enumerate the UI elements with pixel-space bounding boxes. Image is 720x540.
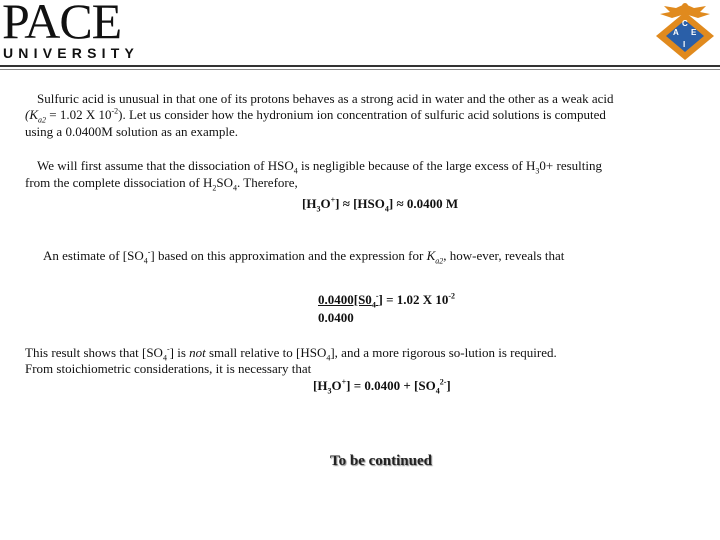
header-rule-thin xyxy=(0,69,720,70)
seal-letter-a: A xyxy=(673,28,679,37)
equation-mass-balance: $[H_3O^+] = 0.0400 + [SO_4^{2-}]$ xyxy=(313,377,451,396)
seal-letter-i: I xyxy=(683,40,686,49)
header-rule xyxy=(0,65,720,67)
para4-line2: From stoichiometric considerations, it is necessary that xyxy=(25,361,312,376)
para2-line2: from the complete dissociation of $H_2SO_4$. Therefore, xyxy=(25,175,298,193)
equation-hydronium-approx: $[H_3O^+] \approx [HSO_4] \approx 0.0400$ M xyxy=(302,195,459,214)
equation-ka2-denominator: 0.0400 xyxy=(318,310,354,325)
university-logo-word: PACE xyxy=(2,0,122,49)
university-logo-subtitle: UNIVERSITY xyxy=(3,45,140,61)
para1-line1: Sulfuric acid is unusual in that one of its protons behaves as a strong acid in water and the other as a weak acid xyxy=(37,91,614,106)
para1-line2: ($K_{a2} = 1.02$ X $10^{-2}$). Let us consider how the hydronium ion concentration of sulfuric acid solutions is computed xyxy=(25,106,606,125)
seal-letter-e: E xyxy=(691,28,697,37)
seal-letter-c: C xyxy=(682,19,688,28)
para4-line1: This result shows that $[SO_4^-]$ is not small relative to $[HSO_4]$, and a more rigorous so-lution is required. xyxy=(25,344,557,363)
equation-ka2-numerator: $0.0400[S0_4^-] = 1.02$ X $10^{-2}$ xyxy=(318,291,456,310)
para1-line3: using a 0.0400M solution as an example. xyxy=(25,124,239,139)
university-seal-icon xyxy=(652,0,718,62)
para2-line1: We will first assume that the dissociation of $HSO_4$ is negligible because of the large excess of $H_30+$ resulting xyxy=(37,158,602,176)
to-be-continued-label: To be continued xyxy=(330,453,432,469)
para3-line: An estimate of $[SO_4^-]$ based on this approximation and the expression for $K_{a2}$, how-ever, reveals that xyxy=(43,247,565,266)
